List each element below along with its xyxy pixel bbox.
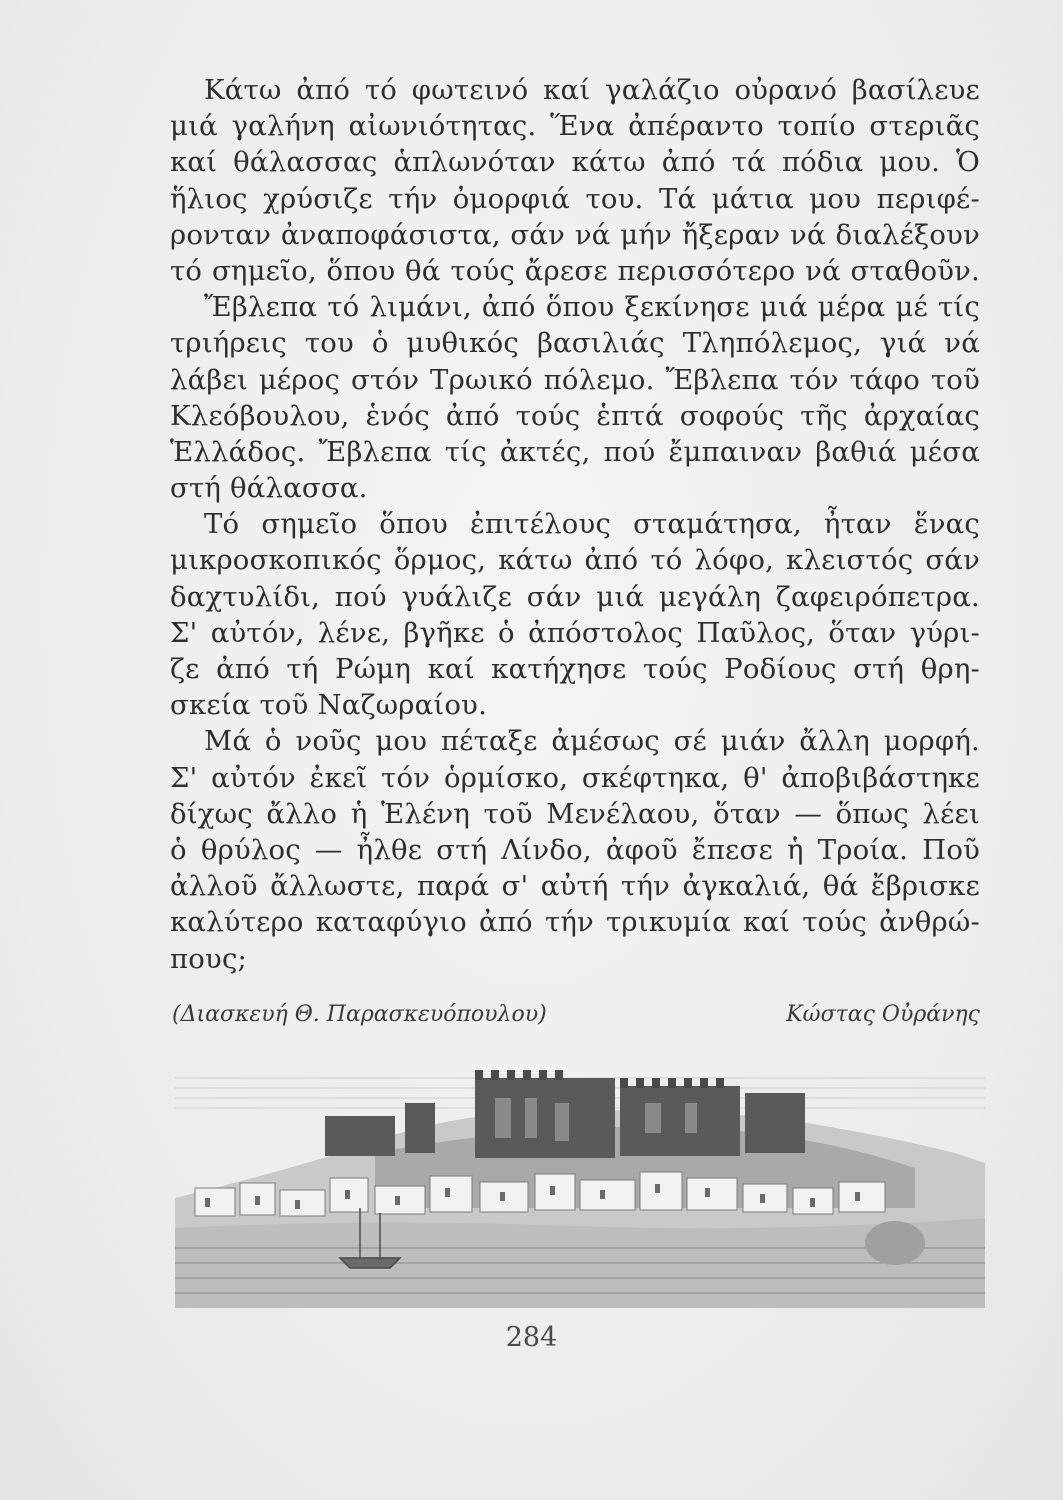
text-line: Σ' αὐτόν, λένε, βγῆκε ὁ ἀπόστολος Παῦλος, ὅταν γύρι- bbox=[170, 616, 980, 649]
text-line: δαχτυλίδι, πού γυάλιζε σάν μιά μεγάλη ζαφειρόπετρα. bbox=[170, 580, 980, 613]
text-line: μιά γαλήνη αἰωνιότητας. Ἕνα ἀπέραντο τοπίο στεριᾶς bbox=[170, 110, 980, 143]
text-line: ζε ἀπό τή Ρώμη καί κατήχησε τούς Ροδίους στή θρη- bbox=[170, 653, 980, 685]
page-number: 284 bbox=[505, 1322, 558, 1353]
text-line: ἀλλοῦ ἄλλωστε, παρά σ' αὐτή τήν ἀγκαλιά, θά ἔβρισκε bbox=[170, 870, 980, 903]
text-line: τό σημεῖο, ὅπου θά τούς ἄρεσε περισσότερο νά σταθοῦν. bbox=[170, 254, 980, 287]
text-line: σκεία τοῦ Ναζωραίου. bbox=[170, 689, 488, 722]
text-line: Μά ὁ νοῦς μου πέταξε ἀμέσως σέ μιάν ἄλλη μορφή. bbox=[204, 725, 980, 758]
credits bbox=[172, 1002, 980, 1034]
text-line: καί θάλασσας ἁπλωνόταν κάτω ἀπό τά πόδια μου. Ὁ bbox=[170, 146, 980, 179]
text-line: Ἔβλεπα τό λιμάνι, ἀπό ὅπου ξεκίνησε μιά μέρα μέ τίς bbox=[204, 291, 980, 324]
text-line: λάβει μέρος στόν Τρωικό πόλεμο. Ἔβλεπα τόν τάφο τοῦ bbox=[170, 363, 980, 396]
adaptation-credit: (Διασκευή Θ. Παρασκευόπουλου) bbox=[172, 1002, 547, 1027]
article-text bbox=[170, 72, 980, 977]
text-line: ἥλιος χρύσιζε τήν ὀμορφιά του. Τά μάτια μου περιφέ- bbox=[170, 182, 980, 215]
text-line: μικροσκοπικός ὅρμος, κάτω ἀπό τό λόφο, κλειστός σάν bbox=[170, 544, 980, 577]
paragraph-3 bbox=[170, 506, 980, 723]
lindos-acropolis-drawing-icon bbox=[175, 1058, 985, 1308]
text-line: Τό σημεῖο ὅπου ἐπιτέλους σταμάτησα, ἦταν ἕνας bbox=[204, 508, 980, 541]
text-line: πους; bbox=[170, 942, 248, 975]
paragraph-1 bbox=[170, 72, 980, 289]
text-line: ρονταν ἀναποφάσιστα, σάν νά μήν ἤξεραν νά διαλέξουν bbox=[170, 218, 980, 251]
text-line: Σ' αὐτόν ἐκεῖ τόν ὁρμίσκο, σκέφτηκα, θ' ἀποβιβάστηκε bbox=[170, 761, 980, 794]
text-line: καλύτερο καταφύγιο ἀπό τήν τρικυμία καί τούς ἀνθρώ- bbox=[170, 906, 980, 939]
text-line: Ἑλλάδος. Ἔβλεπα τίς ἀκτές, πού ἔμπαιναν βαθιά μέσα bbox=[170, 435, 980, 468]
paragraph-4 bbox=[170, 723, 980, 976]
text-line: τριήρεις του ὁ μυθικός βασιλιάς Τληπόλεμος, γιά νά bbox=[170, 327, 980, 360]
author-credit: Κώστας Οὐράνης bbox=[786, 1002, 980, 1027]
text-line: στή θάλασσα. bbox=[170, 472, 368, 505]
text-line: Κάτω ἀπό τό φωτεινό καί γαλάζιο οὐρανό βασίλευε bbox=[204, 74, 980, 106]
text-line: δίχως ἄλλο ἡ Ἑλένη τοῦ Μενέλαου, ὅταν — ὅπως λέει bbox=[170, 797, 980, 830]
text-line: ὁ θρύλος — ἦλθε στή Λίνδο, ἀφοῦ ἔπεσε ἡ Τροία. Ποῦ bbox=[170, 833, 980, 866]
paragraph-2 bbox=[170, 289, 980, 506]
text-line: Κλεόβουλου, ἑνός ἀπό τούς ἑπτά σοφούς τῆς ἀρχαίας bbox=[170, 399, 980, 432]
